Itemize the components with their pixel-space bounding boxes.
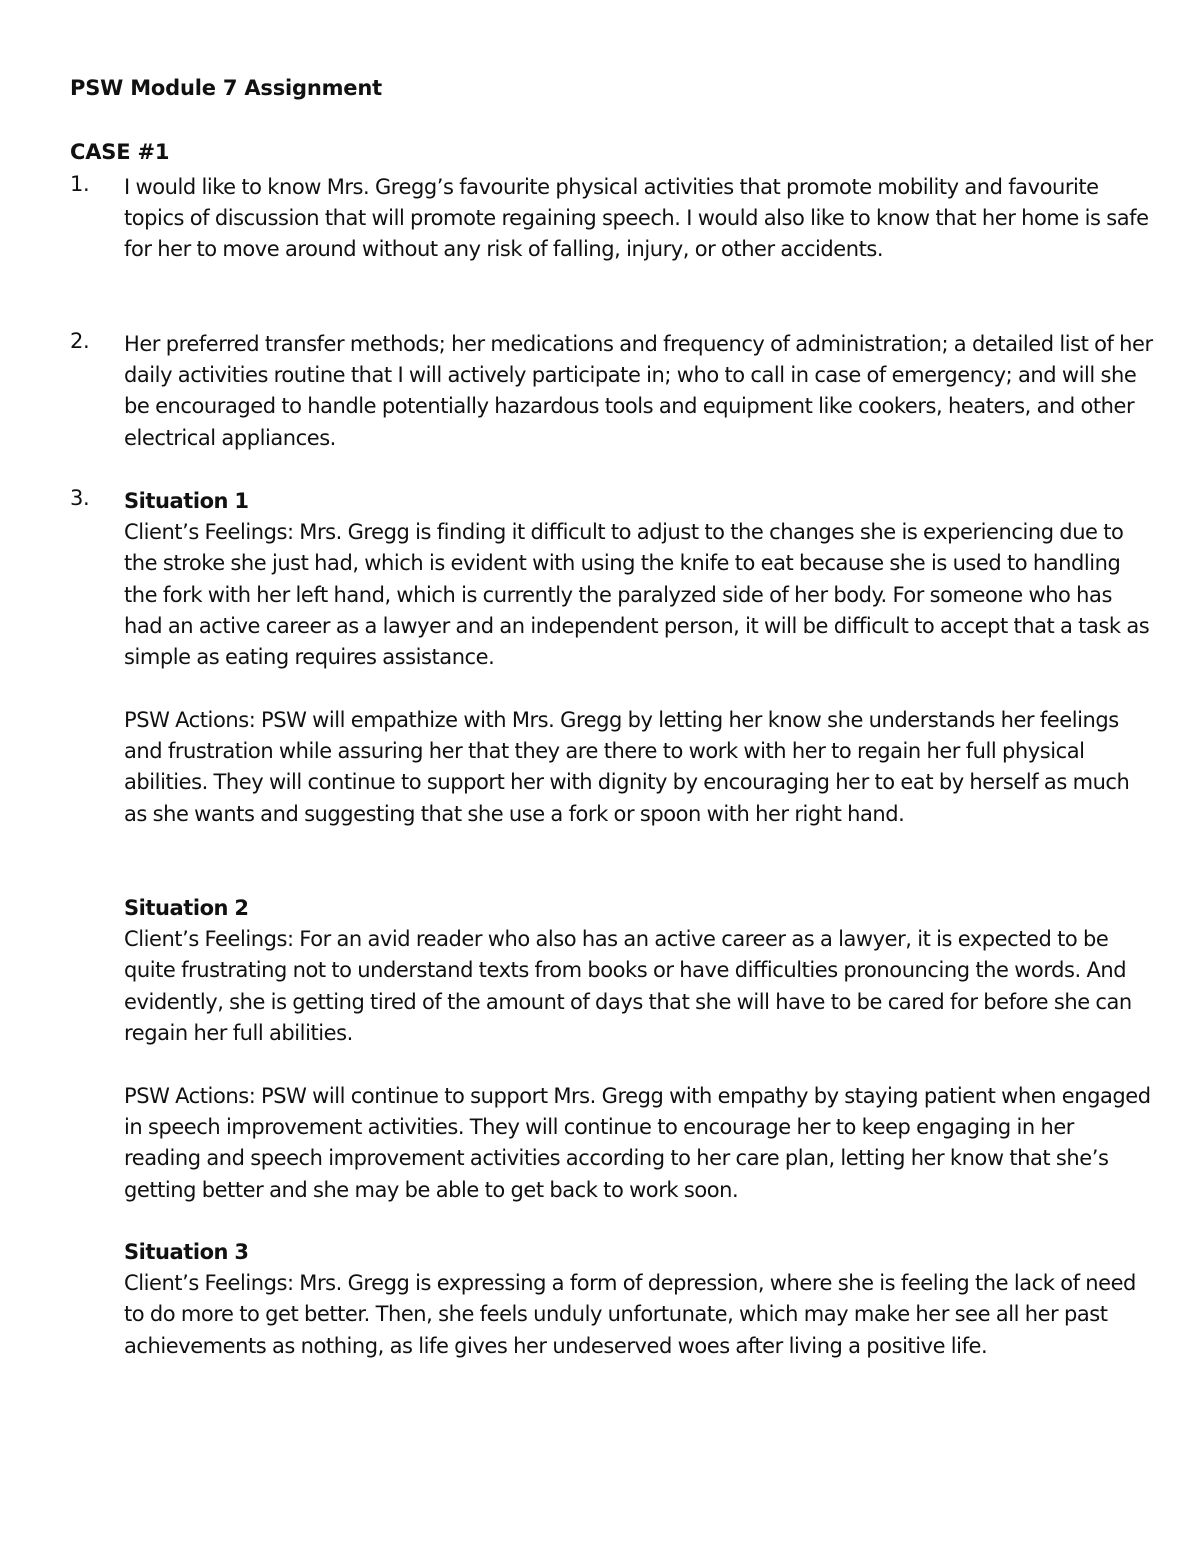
situation-3-title: Situation 3 [124, 1240, 249, 1264]
item-2-paragraph: Her preferred transfer methods; her medications and frequency of administration; a detailed list of her daily activities routine that I will actively participate in; who to call in case of emergency; and will she be encouraged to handle potentially hazardous tools and equipment like cookers, heaters, and other electrical appliances. [124, 332, 1153, 450]
situation-2-feelings: Client’s Feelings: For an avid reader who also has an active career as a lawyer, it is expected to be quite frustrating not to understand texts from books or have difficulties pronouncing the words. And evidently, she is getting tired of the amount of days that she will have to be cared for before she can regain her full abilities. [124, 927, 1132, 1045]
situation-1-actions: PSW Actions: PSW will empathize with Mrs. Gregg by letting her know she understands her feelings and frustration while assuring her that they are there to work with her to regain her full physical abilities. They will continue to support her with dignity by encouraging her to eat by herself as much as she wants and suggesting that she use a fork or spoon with her right hand. [124, 708, 1130, 826]
case-heading: CASE #1 [70, 140, 170, 164]
situation-2-actions-block [124, 1081, 1154, 1206]
situation-1-feelings: Client’s Feelings: Mrs. Gregg is finding it difficult to adjust to the changes she is experiencing due to the stroke she just had, which is evident with using the knife to eat because she is used to handling the fork with her left hand, which is currently the paralyzed side of her body. For someone who has had an active career as a lawyer and an independent person, it will be difficult to accept that a task as simple as eating requires assistance. [124, 520, 1150, 670]
situation-1-actions-block [124, 705, 1154, 830]
situation-1 [124, 486, 1154, 673]
situation-2 [124, 893, 1154, 1049]
item-text-1 [124, 172, 1154, 266]
item-1-paragraph: I would like to know Mrs. Gregg’s favourite physical activities that promote mobility and favourite topics of discussion that will promote regaining speech. I would also like to know that her home is safe for her to move around without any risk of falling, injury, or other accidents. [124, 175, 1149, 262]
situation-3 [124, 1237, 1154, 1362]
document-title: PSW Module 7 Assignment [70, 76, 382, 100]
situation-2-title: Situation 2 [124, 896, 249, 920]
situation-2-actions: PSW Actions: PSW will continue to support Mrs. Gregg with empathy by staying patient when engaged in speech improvement activities. They will continue to encourage her to keep engaging in her reading and speech improvement activities according to her care plan, letting her know that she’s getting better and she may be able to get back to work soon. [124, 1084, 1151, 1202]
situation-1-title: Situation 1 [124, 489, 249, 513]
situation-3-feelings: Client’s Feelings: Mrs. Gregg is expressing a form of depression, where she is feeling the lack of need to do more to get better. Then, she feels unduly unfortunate, which may make her see all her past achievements as nothing, as life gives her undeserved woes after living a positive life. [124, 1271, 1136, 1358]
item-number-3: 3. [70, 486, 90, 510]
item-text-2 [124, 329, 1154, 454]
item-number-1: 1. [70, 172, 90, 196]
item-number-2: 2. [70, 329, 90, 353]
